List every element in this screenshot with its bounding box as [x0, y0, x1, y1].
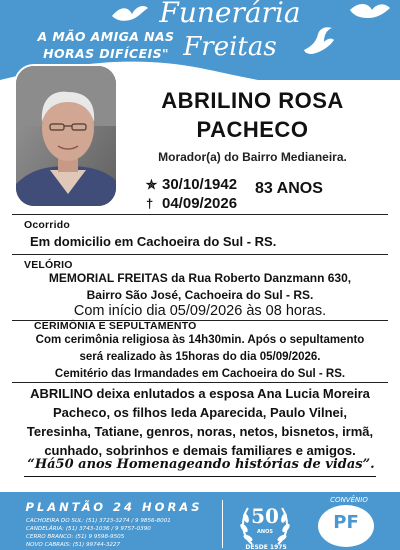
- resident-neighborhood: Morador(a) do Bairro Medianeira.: [158, 150, 347, 164]
- birth-date-row: [146, 176, 237, 193]
- wake-address-line2: Bairro São José, Cachoeira do Sul - RS.: [86, 288, 314, 302]
- death-date-row: [146, 195, 237, 212]
- ceremony-line3: Cemitério das Irmandades em Cachoeira do Sul - RS.: [54, 368, 346, 380]
- family-line2: Pacheco, os filhos Ieda Aparecida, Paulo Vilnei,: [52, 405, 348, 420]
- badge-number: 50: [251, 504, 279, 528]
- portrait-image: [16, 66, 118, 208]
- brand-name-line1: Funerária: [159, 0, 301, 29]
- badge-label: ANOS: [257, 529, 273, 535]
- ceremony-title: CERIMÔNIA E SEPULTAMENTO: [34, 320, 197, 332]
- ceremony-line2: será realizado às 15horas do dia 05/09/2026.: [79, 351, 321, 363]
- wake-address-line1: MEMORIAL FREITAS da Rua Roberto Danzmann 630,: [48, 271, 352, 285]
- star-icon: ✮: [146, 177, 157, 192]
- occurred-text: Em domicilio em Cachoeira do Sul - RS.: [30, 234, 277, 249]
- family-line3: Teresinha, Tatiane, genros, noras, netos, bisnetos, irmã,: [26, 424, 374, 439]
- age-label: 83 ANOS: [255, 180, 323, 197]
- family-line1: ABRILINO deixa enlutados a esposa Ana Lucia Moreira: [30, 386, 370, 401]
- divider: [12, 214, 388, 215]
- dove-icon: [348, 0, 392, 24]
- deceased-name-line1: ABRILINO ROSA: [161, 88, 344, 113]
- memorial-quote: “Há50 anos Homenageando histórias de vidas”.: [27, 457, 375, 472]
- contact-phone[interactable]: CERRO BRANCO: (51) 9 9598-9505: [26, 534, 125, 540]
- deceased-photo: [14, 64, 118, 208]
- divider: [12, 382, 388, 383]
- wake-start-time: Com início dia 05/09/2026 às 08 horas.: [73, 303, 327, 319]
- wake-title: VELÓRIO: [24, 259, 73, 271]
- convenio-label: CONVÊNIO: [330, 496, 368, 504]
- anniversary-badge: [238, 498, 292, 550]
- cross-icon: †: [146, 196, 154, 211]
- occurred-title: Ocorrido: [24, 219, 70, 231]
- contact-phone[interactable]: CACHOEIRA DO SUL: (51) 3723-3274 / 9 9856-8001: [26, 518, 171, 524]
- contact-phone[interactable]: NOVO CABRAIS: (51) 99744-3227: [26, 542, 121, 548]
- death-date: 04/09/2026: [162, 195, 238, 212]
- footer-banner: [0, 492, 400, 550]
- tagline: A MÃO AMIGA NAS HORAS DIFÍCEIS": [37, 29, 175, 61]
- contact-list: [26, 517, 206, 549]
- pf-logo-text: PF: [333, 512, 359, 533]
- ceremony-line1: Com cerimônia religiosa às 14h30min. Após o sepultamento: [35, 334, 365, 346]
- deceased-name-line2: PACHECO: [196, 117, 309, 142]
- brand-name-line2: Freitas: [183, 32, 277, 62]
- plantao-title: PLANTÃO 24 HORAS: [25, 500, 203, 514]
- family-line4: cunhado, sobrinhos e demais familiares e amigos.: [44, 443, 356, 458]
- contact-phone[interactable]: CANDELÁRIA: (51) 3743-1036 / 9 9757-0390: [26, 526, 151, 532]
- dove-icon: [300, 24, 336, 60]
- footer-divider: [222, 500, 223, 548]
- divider: [12, 254, 388, 255]
- birth-date: 30/10/1942: [162, 176, 238, 193]
- since-label: DESDE 1975: [245, 544, 287, 550]
- deceased-name: [130, 86, 375, 144]
- dove-icon: [110, 2, 150, 26]
- quote-underline: [24, 476, 376, 477]
